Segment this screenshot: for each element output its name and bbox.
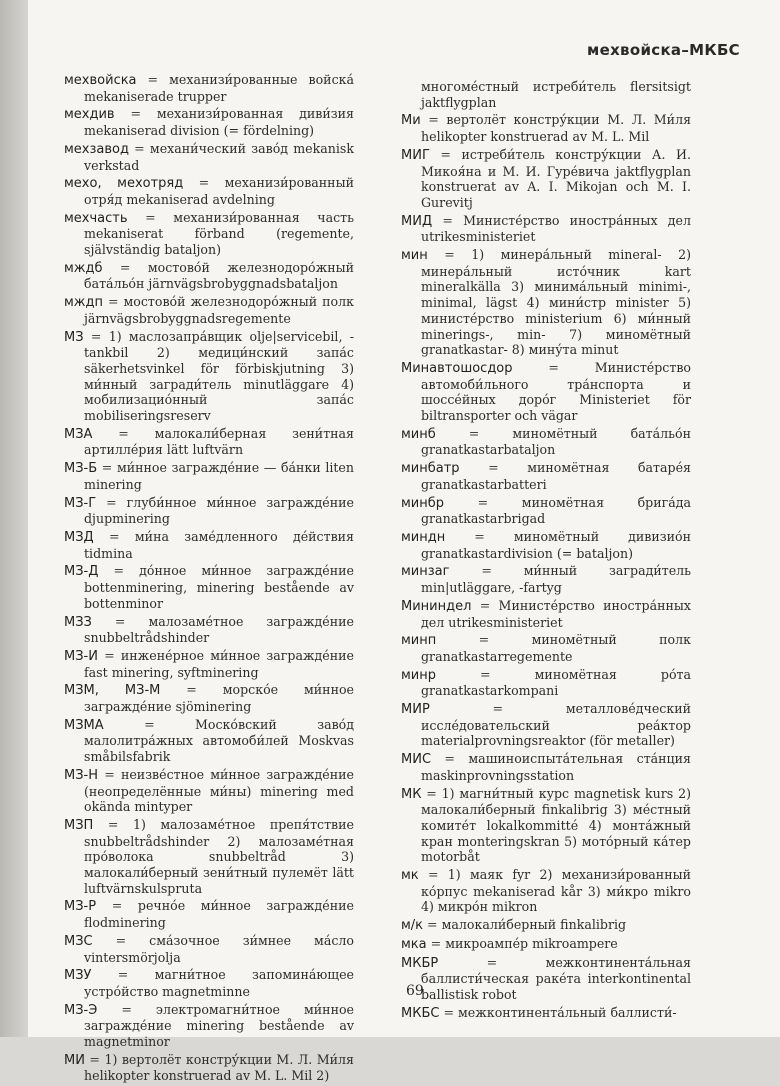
entry-definition: речно́е ми́нное загражде́ние flodminering: [84, 898, 354, 931]
entry-headword: Ми: [401, 113, 421, 129]
entry-definition: механизи́рованный отря́д mekaniserad avdelning: [84, 175, 354, 207]
equals-sign: =: [97, 460, 117, 476]
dictionary-entry: [401, 213, 691, 245]
entry-headword: МИГ: [401, 147, 430, 163]
dictionary-entry: [401, 936, 691, 953]
equals-sign: =: [96, 494, 127, 510]
entry-headword: м/к: [401, 918, 424, 934]
equals-sign: =: [427, 247, 472, 263]
entry-headword: МК: [401, 786, 422, 802]
equals-sign: =: [98, 766, 121, 782]
entry-definition: до́нное ми́нное загражде́ние bottenminering, minering bestående av bottenminor: [84, 563, 354, 611]
dictionary-entry: [401, 955, 691, 1003]
dictionary-entry: [64, 72, 354, 104]
dictionary-entry: [64, 648, 354, 680]
entry-definition: сма́зочное зи́мнее ма́сло vintersmörjolja: [84, 932, 354, 965]
equals-sign: =: [444, 494, 522, 510]
entry-definition: малокали́берный finkalibrig: [441, 917, 627, 933]
entry-definition: микроампе́р mikroampere: [445, 935, 618, 951]
entry-definition: ми́нное загражде́ние — ба́нки liten minering: [84, 460, 354, 492]
entry-definition: механи́ческий заво́д mekanisk verkstad: [84, 140, 355, 173]
entry-headword: мждп: [64, 295, 104, 311]
dictionary-entry: [401, 529, 691, 561]
entry-headword: МЗ-Р: [64, 899, 97, 915]
dictionary-entry: [64, 329, 354, 424]
entry-headword: МИР: [401, 702, 430, 718]
dictionary-entry: [401, 79, 691, 110]
dictionary-entry: [64, 426, 354, 458]
entry-definition: малозаме́тное загражде́ние snubbeltrådshinder: [84, 613, 354, 646]
equals-sign: =: [471, 597, 499, 613]
equals-sign: =: [91, 967, 155, 983]
equals-sign: =: [103, 294, 124, 310]
entry-definition: механизи́рованная диви́зия mekaniserad division (= fördelning): [84, 106, 354, 139]
equals-sign: =: [423, 917, 442, 933]
equals-sign: =: [84, 1051, 105, 1067]
equals-sign: =: [83, 328, 109, 344]
book-spine-shadow: [0, 0, 28, 1037]
equals-sign: =: [459, 460, 528, 476]
dictionary-entry: [401, 247, 691, 358]
entry-headword: МЗ-Э: [64, 1002, 98, 1018]
entry-headword: МИ: [64, 1052, 85, 1068]
equals-sign: =: [439, 1004, 459, 1020]
dictionary-entry: [64, 141, 354, 173]
equals-sign: =: [436, 666, 535, 682]
entry-headword: МЗ-Б: [64, 461, 98, 477]
entry-definition: вертолёт констру́кции М. Л. Ми́ля helikopter konstruerad av M. L. Mil: [421, 112, 692, 145]
entry-headword: МИС: [401, 752, 432, 768]
entry-definition: инжене́рное ми́нное загражде́ние fast minering, syftminering: [84, 647, 355, 680]
entry-definition: миномётная брига́да granatkastarbrigad: [421, 494, 692, 527]
running-header: мехвойска–МКБС: [587, 41, 740, 59]
entry-definition: межконтинента́льная баллисти́ческая раке́та interkontinental ballistisk robot: [421, 954, 691, 1002]
entry-headword: мехдив: [64, 107, 115, 123]
dictionary-entry: [401, 867, 691, 915]
dictionary-entry: [64, 614, 354, 646]
entry-definition: электромагни́тное ми́нное загражде́ние minering bestående av magnetminor: [84, 1001, 355, 1050]
equals-sign: =: [435, 425, 513, 441]
entry-definition: глуби́нное ми́нное загражде́ние djupminering: [84, 494, 355, 527]
entry-headword: минбатр: [401, 461, 460, 477]
equals-sign: =: [512, 359, 595, 375]
equals-sign: =: [93, 816, 133, 832]
equals-sign: =: [438, 954, 546, 970]
dictionary-entry: [401, 112, 691, 144]
entry-headword: мин: [401, 248, 428, 264]
entry-headword: минзаг: [401, 564, 450, 580]
dictionary-entry: [64, 210, 354, 258]
entry-headword: МЗ-Д: [64, 564, 99, 580]
dictionary-entry: [64, 817, 354, 897]
entry-definition: Министе́рство иностра́нных дел utrikesministeriet: [421, 212, 691, 245]
entry-definition: 1) малозаме́тное препя́тствие snubbeltrådshinder 2) малозаме́тная про́волока snubbeltråd 3) малокали́берный зени́тный пулемёт lätt luftvärnskulspruta: [84, 816, 354, 896]
dictionary-entry: [64, 717, 354, 765]
dictionary-entry: [401, 460, 691, 492]
entry-definition: механизи́рованные войска́ mekaniserade trupper: [84, 72, 355, 104]
entry-headword: МКБС: [401, 1005, 440, 1021]
equals-sign: =: [449, 563, 524, 579]
equals-sign: =: [93, 528, 135, 544]
equals-sign: =: [96, 898, 138, 914]
entry-headword: МЗП: [64, 817, 94, 833]
equals-sign: =: [429, 701, 566, 717]
entry-definition: 1) минера́льный mineral- 2) минера́льный исто́чник kart mineralkälla 3) минима́льный minimi-, minimal, lägst 4) мини́стр minister 5) министе́рство ministerium 6) ми́нный minerings-, min- 7) миномётный granatkastar- 8) мину́та minut: [421, 247, 691, 358]
entry-headword: МЗ-И: [64, 648, 98, 664]
entry-headword: МЗ-Г: [64, 495, 97, 511]
entry-definition: ми́на заме́дленного де́йствия tidmina: [84, 528, 354, 561]
entry-definition: межконтинента́льный баллисти́-: [458, 1004, 677, 1020]
equals-sign: =: [127, 209, 174, 225]
entry-headword: мехчасть: [64, 210, 128, 226]
entry-definition: неизве́стное ми́нное загражде́ние (неопределённые ми́ны) minering med okända mintyper: [84, 766, 355, 815]
entry-definition: миномётный полк granatkastarregemente: [421, 632, 691, 664]
dictionary-entry: [64, 682, 354, 714]
entry-headword: МЗ-Н: [64, 767, 99, 783]
entry-definition: металлове́дческий иссле́довательский реа́ктор materialprovningsreaktor (för metaller): [421, 701, 691, 749]
dictionary-entry: [64, 1002, 354, 1050]
dictionary-entry: [64, 294, 354, 326]
entry-definition: миномётная ро́та granatkastarkompani: [421, 666, 691, 699]
entry-definition: 1) маяк fyr 2) механизи́рованный ко́рпус mekaniserad kår 3) ми́кро mikro 4) микро́н mikron: [421, 867, 692, 915]
dictionary-entry: [401, 1005, 691, 1022]
equals-sign: =: [103, 716, 196, 732]
entry-definition: Моско́вский заво́д малолитра́жных автомоби́лей Moskvas småbilsfabrik: [84, 716, 354, 765]
dictionary-entry: [64, 260, 354, 292]
entry-definition: 1) магни́тный курс magnetisk kurs 2) малокали́берный finkalibrig 3) ме́стный комите́т lokalkommitté 4) монта́жный кран monteringskran 5) мото́рный ка́тер motorbåt: [421, 785, 692, 865]
dictionary-entry: [401, 917, 691, 934]
dictionary-entry: [401, 667, 691, 699]
dictionary-entry: [64, 460, 354, 492]
dictionary-entry: [401, 495, 691, 527]
entry-definition: морско́е ми́нное загражде́ние sjöminering: [84, 682, 354, 715]
entry-headword: Мининдел: [401, 598, 472, 614]
dictionary-entry: [401, 360, 691, 424]
dictionary-entry: [401, 701, 691, 749]
entry-headword: минбр: [401, 495, 445, 511]
dictionary-entry: [64, 563, 354, 611]
dictionary-entry: [64, 495, 354, 527]
dictionary-entry: [401, 147, 691, 211]
dictionary-entry: [64, 898, 354, 930]
entry-headword: МЗ: [64, 329, 84, 345]
entry-definition: истреби́тель констру́кции А. И. Микоя́на и М. И. Гуре́вича jaktflygplan konstruerat av A. I. Mikojan och M. I. Gurevitj: [421, 146, 691, 210]
entry-headword: мехо, мехотряд: [64, 176, 184, 192]
equals-sign: =: [92, 425, 155, 441]
right-column: [401, 79, 691, 1023]
equals-sign: =: [418, 867, 448, 883]
entry-definition: мостово́й железнодоро́жный полк järnvägsbrobyggnadsregemente: [84, 294, 354, 326]
entry-definition: механизи́рованная часть mekaniserat förband (regemente, självständig bataljon): [84, 209, 355, 258]
entry-headword: МЗУ: [64, 968, 92, 984]
entry-headword: минп: [401, 633, 437, 649]
dictionary-entry: [401, 751, 691, 783]
equals-sign: =: [436, 632, 532, 648]
entry-definition: мостово́й железнодоро́жный бата́льо́н järnvägsbrobyggnadsbataljon: [84, 259, 355, 292]
entry-headword: МЗЗ: [64, 614, 92, 630]
entry-definition: малокали́берная зени́тная артилле́рия lätt luftvärn: [84, 425, 355, 458]
dictionary-entry: [401, 598, 691, 630]
equals-sign: =: [114, 106, 157, 122]
equals-sign: =: [136, 72, 170, 87]
entry-headword: мехвойска: [64, 73, 137, 88]
entry-headword: МЗА: [64, 426, 93, 442]
entry-headword: МИД: [401, 213, 433, 229]
entry-headword: мждб: [64, 260, 103, 276]
entry-headword: МЗМ, МЗ-М: [64, 683, 161, 699]
equals-sign: =: [426, 935, 446, 951]
dictionary-entry: [64, 1052, 354, 1084]
entry-headword: МЗМА: [64, 717, 104, 733]
dictionary-entry: [64, 106, 354, 138]
dictionary-entry: [401, 426, 691, 458]
equals-sign: =: [98, 563, 140, 579]
equals-sign: =: [445, 528, 514, 544]
entry-definition: миномётный бата́льо́н granatkastarbataljon: [421, 425, 691, 458]
entry-headword: Минавтошосдор: [401, 360, 513, 376]
entry-headword: МЗС: [64, 933, 93, 949]
equals-sign: =: [102, 259, 148, 275]
entry-headword: МКБР: [401, 955, 439, 971]
dictionary-entry: [401, 632, 691, 664]
dictionary-entry: [64, 767, 354, 815]
equals-sign: =: [431, 751, 469, 767]
page-number: 69: [406, 983, 424, 999]
left-column: [64, 72, 354, 1086]
dictionary-entry: [64, 967, 354, 999]
dictionary-entry: [64, 175, 354, 207]
entry-definition: 1) вертолёт констру́кции М. Л. Ми́ля helikopter konstruerad av M. L. Mil 2): [84, 1051, 354, 1084]
entry-definition: Министе́рство автомоби́льного тра́нспорта и шоссе́йных доро́г Ministeriet för biltransporter och vägar: [421, 359, 691, 424]
equals-sign: =: [420, 112, 447, 128]
entry-definition: миномётная батаре́я granatkastarbatteri: [421, 460, 691, 492]
entry-definition: магни́тное запомина́ющее устро́йство magnetminne: [84, 967, 354, 999]
equals-sign: =: [97, 647, 121, 663]
equals-sign: =: [432, 212, 464, 228]
dictionary-entry: [64, 529, 354, 561]
entry-definition: 1) маслозапра́вщик olje|servicebil, -tankbil 2) медици́нский запа́с säkerhetsvinkel för förbiskjutning 3) ми́нный загради́тель minutläggare 4) мобилизацио́нный запа́с mobiliseringsreserv: [84, 328, 355, 424]
entry-headword: минр: [401, 667, 437, 683]
entry-definition: миномётный дивизио́н granatkastardivision (= bataljon): [421, 528, 691, 561]
dictionary-entry: [64, 933, 354, 965]
entry-definition: машиноиспыта́тельная ста́нция maskinprovningsstation: [421, 751, 691, 783]
dictionary-page: [28, 0, 780, 1084]
equals-sign: =: [183, 175, 225, 191]
entry-definition: ми́нный загради́тель min|utläggare, -fartyg: [421, 563, 691, 596]
entry-headword: МЗД: [64, 529, 94, 545]
dictionary-entry: [401, 786, 691, 866]
entry-headword: миндн: [401, 529, 446, 545]
entry-definition: Министе́рство иностра́нных дел utrikesministeriet: [421, 597, 692, 630]
equals-sign: =: [92, 932, 150, 948]
equals-sign: =: [421, 785, 442, 801]
entry-headword: мка: [401, 936, 427, 952]
equals-sign: =: [429, 146, 462, 162]
equals-sign: =: [91, 613, 149, 629]
dictionary-entry: [401, 563, 691, 595]
equals-sign: =: [128, 140, 150, 156]
entry-headword: мк: [401, 868, 419, 884]
equals-sign: =: [97, 1001, 156, 1017]
entry-definition: многоме́стный истреби́тель flersitsigt jaktflygplan: [421, 79, 691, 110]
entry-headword: мехзавод: [64, 141, 129, 157]
equals-sign: =: [160, 682, 223, 698]
entry-headword: минб: [401, 426, 436, 442]
